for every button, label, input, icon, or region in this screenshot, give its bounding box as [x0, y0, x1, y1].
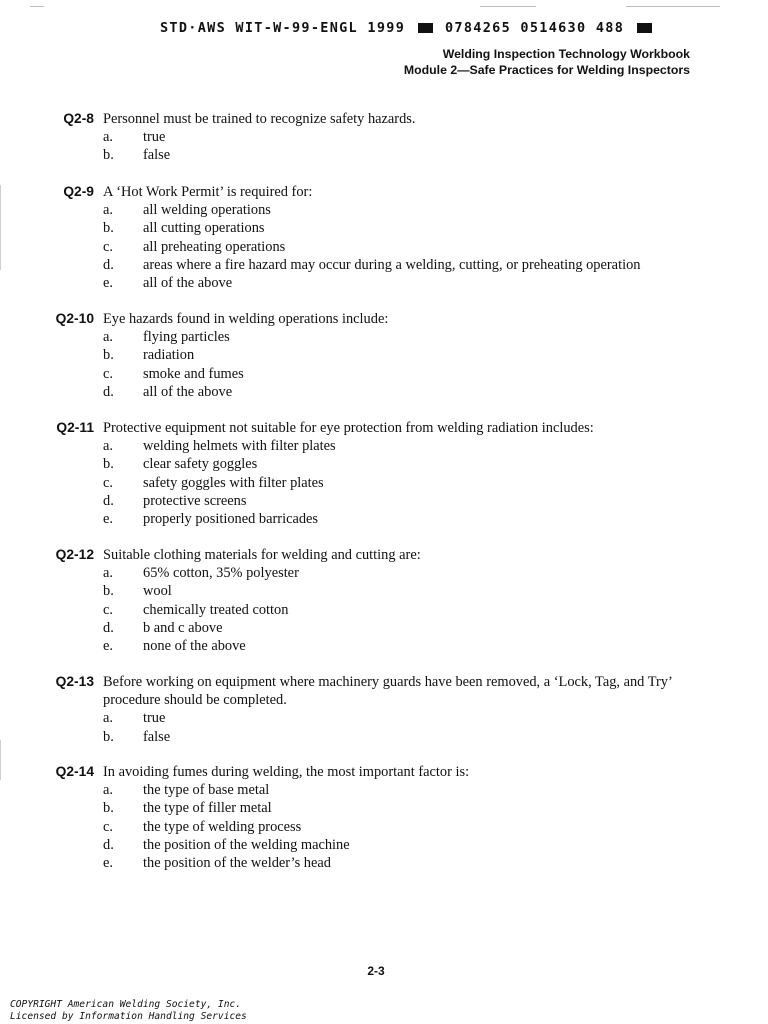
option-letter: b. [103, 220, 114, 237]
option-text: false [143, 147, 171, 164]
answer-option [103, 637, 703, 655]
question-number: Q2-11 [56, 420, 94, 435]
stamp-left: STD·AWS WIT-W-99-ENGL 1999 [160, 20, 406, 36]
answer-option [103, 854, 703, 872]
answer-option [103, 582, 703, 600]
option-letter: a. [103, 129, 113, 146]
scan-margin-mark [0, 740, 1, 780]
option-letter: e. [103, 275, 113, 292]
option-letter: d. [103, 836, 114, 853]
scan-rule [30, 6, 44, 7]
question-text: In avoiding fumes during welding, the most important factor is: [103, 764, 470, 780]
option-letter: e. [103, 511, 113, 528]
question-number: Q2-9 [63, 184, 94, 199]
option-letter: a. [103, 710, 113, 727]
answer-options [103, 201, 703, 292]
option-letter: a. [103, 202, 113, 219]
question-text: Before working on equipment where machinery guards have been removed, a ‘Lock, Tag, and Try’ procedure should be completed. [103, 674, 672, 709]
stamp-right: 0784265 0514630 488 [445, 20, 625, 36]
scan-margin-mark [0, 185, 1, 270]
answer-options [103, 328, 703, 401]
question-number: Q2-8 [63, 111, 94, 126]
document-stamp [160, 20, 655, 36]
option-letter: c. [103, 365, 113, 382]
answer-option [103, 256, 703, 274]
question-number: Q2-10 [55, 311, 94, 326]
option-text: smoke and fumes [143, 365, 244, 382]
option-text: none of the above [143, 638, 246, 655]
answer-options [103, 564, 703, 655]
answer-option [103, 601, 703, 619]
option-letter: e. [103, 638, 113, 655]
answer-option [103, 238, 703, 256]
answer-option [103, 564, 703, 582]
workbook-title: Welding Inspection Technology Workbook [442, 47, 690, 61]
scan-rule [480, 6, 536, 7]
answer-options [103, 709, 703, 745]
option-text: the position of the welding machine [143, 836, 350, 853]
answer-option [103, 455, 703, 473]
option-letter: b. [103, 800, 114, 817]
answer-option [103, 328, 703, 346]
option-letter: c. [103, 601, 113, 618]
option-letter: a. [103, 438, 113, 455]
option-text: all of the above [143, 383, 233, 400]
option-text: areas where a fire hazard may occur during a welding, cutting, or preheating operation [143, 256, 641, 273]
question-number: Q2-12 [55, 547, 94, 562]
question-number: Q2-13 [55, 674, 94, 689]
answer-option [103, 474, 703, 492]
option-text: clear safety goggles [143, 456, 258, 473]
option-letter: a. [103, 329, 113, 346]
question-number: Q2-14 [55, 764, 94, 779]
option-text: 65% cotton, 35% polyester [143, 565, 299, 582]
answer-option [103, 510, 703, 528]
option-text: all cutting operations [143, 220, 265, 237]
answer-option [103, 619, 703, 637]
option-text: b and c above [143, 619, 223, 636]
answer-option [103, 219, 703, 237]
option-text: safety goggles with filter plates [143, 474, 324, 491]
answer-option [103, 201, 703, 219]
option-letter: c. [103, 818, 113, 835]
option-letter: d. [103, 492, 114, 509]
option-letter: c. [103, 474, 113, 491]
answer-options [103, 437, 703, 528]
option-text: true [143, 710, 166, 727]
page-number: 2-3 [367, 964, 385, 978]
option-text: false [143, 728, 171, 745]
question-text: Personnel must be trained to recognize safety hazards. [103, 111, 416, 127]
answer-option [103, 274, 703, 292]
question-text: Suitable clothing materials for welding and cutting are: [103, 547, 421, 563]
option-text: all of the above [143, 275, 233, 292]
option-text: flying particles [143, 329, 230, 346]
question-text: Eye hazards found in welding operations include: [103, 311, 389, 327]
option-letter: b. [103, 456, 114, 473]
option-letter: a. [103, 565, 113, 582]
option-letter: c. [103, 238, 113, 255]
option-letter: d. [103, 256, 114, 273]
option-letter: d. [103, 619, 114, 636]
answer-option [103, 346, 703, 364]
answer-options [103, 781, 703, 872]
answer-option [103, 146, 703, 164]
option-letter: b. [103, 583, 114, 600]
answer-option [103, 799, 703, 817]
stamp-block [637, 23, 652, 33]
option-text: protective screens [143, 492, 247, 509]
question-text: Protective equipment not suitable for eye protection from welding radiation includes: [103, 420, 594, 436]
option-text: true [143, 129, 166, 146]
option-text: wool [143, 583, 172, 600]
option-text: chemically treated cotton [143, 601, 289, 618]
answer-option [103, 492, 703, 510]
module-title: Module 2—Safe Practices for Welding Inspectors [403, 63, 690, 77]
option-text: the type of filler metal [143, 800, 272, 817]
question-text: A ‘Hot Work Permit’ is required for: [103, 184, 313, 200]
answer-option [103, 818, 703, 836]
option-text: radiation [143, 347, 195, 364]
option-text: welding helmets with filter plates [143, 438, 336, 455]
scan-rule [626, 6, 720, 7]
answer-option [103, 437, 703, 455]
option-letter: a. [103, 782, 113, 799]
license-line: Licensed by Information Handling Services [10, 1010, 247, 1022]
copyright-notice [10, 999, 247, 1022]
copyright-line: COPYRIGHT American Welding Society, Inc. [10, 999, 242, 1010]
option-text: all preheating operations [143, 238, 286, 255]
answer-options [103, 128, 703, 164]
answer-option [103, 365, 703, 383]
option-letter: d. [103, 383, 114, 400]
option-letter: e. [103, 855, 113, 872]
stamp-block [418, 23, 433, 33]
answer-option [103, 383, 703, 401]
option-letter: b. [103, 347, 114, 364]
option-letter: b. [103, 728, 114, 745]
answer-option [103, 709, 703, 727]
option-letter: b. [103, 147, 114, 164]
option-text: the type of base metal [143, 782, 270, 799]
option-text: the type of welding process [143, 818, 302, 835]
option-text: properly positioned barricades [143, 511, 319, 528]
answer-option [103, 728, 703, 746]
option-text: all welding operations [143, 202, 271, 219]
answer-option [103, 781, 703, 799]
answer-option [103, 836, 703, 854]
answer-option [103, 128, 703, 146]
option-text: the position of the welder’s head [143, 855, 331, 872]
